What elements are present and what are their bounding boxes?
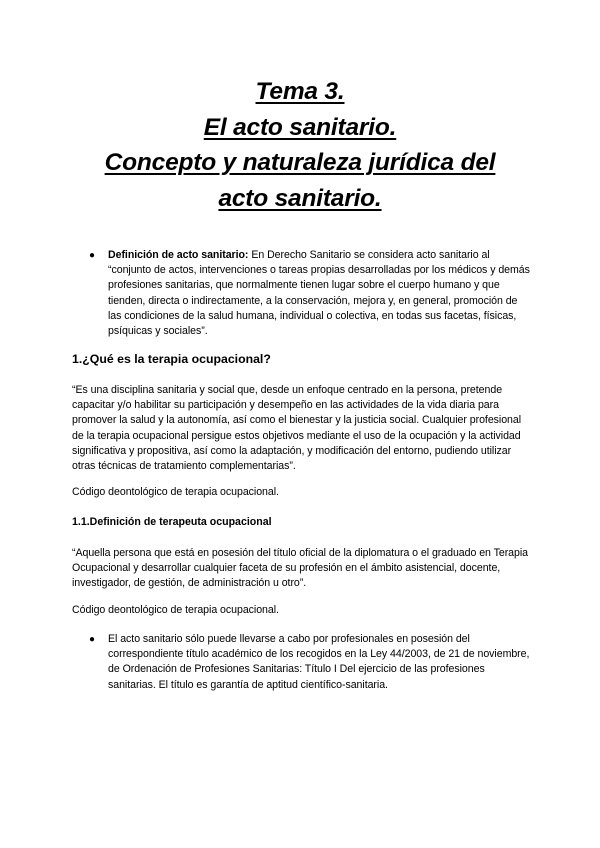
section-1-heading: 1.¿Qué es la terapia ocupacional?: [72, 352, 271, 366]
title-line-1: Tema 3.: [255, 78, 345, 105]
title-line-2: El acto sanitario.: [203, 113, 397, 141]
bullet-titulo-academico: El acto sanitario sólo puede llevarse a cabo por profesionales en posesión del correspondiente título académico de los recogidos en la Ley 44/2003, de 21 de noviembre, de Ordenación de Profesiones Sanitarias: Título I Del ejercicio de las profesiones sanitarias. El título es garantía de aptitud científico-sanitaria.: [108, 633, 530, 691]
section-1-source: Código deontológico de terapia ocupacional.: [72, 486, 279, 498]
section-1-1-heading: 1.1.Definición de terapeuta ocupacional: [72, 516, 272, 528]
bullet-definition-acto-sanitario: [108, 248, 533, 339]
section-1-quote: “Es una disciplina sanitaria y social que, desde un enfoque centrado en la persona, pretende capacitar y/o habilitar su participación y desempeño en las actividades de la vida diaria para promover la salud y la autonomía, así como el bienestar y la justicia social. Cualquier profesional de la terapia ocupacional persigue estos objetivos mediante el uso de la ocupación y la actividad significativa y propositiva, así como la adaptación, y modificación del entorno, pudiendo utilizar otras técnicas de tratamiento complementarias”.: [72, 384, 522, 473]
bullet-dot-2: ●: [89, 634, 96, 645]
title-line-3: Concepto y naturaleza jurídica del: [104, 149, 496, 176]
section-1-1-quote: “Aquella persona que está en posesión del título oficial de la diplomatura o el graduado en Terapia Ocupacional y desarrollar cualquier faceta de su profesión en el ámbito asistencial, docente, investigador, de gestión, de administración u otro”.: [72, 547, 528, 590]
section-1-1-source: Código deontológico de terapia ocupacional.: [72, 604, 279, 616]
document-title: [0, 74, 600, 216]
bullet-dot-1: ●: [89, 250, 96, 261]
definition-term: Definición de acto sanitario:: [108, 249, 249, 261]
title-line-4: acto sanitario.: [218, 184, 382, 212]
definition-text: En Derecho Sanitario se considera acto sanitario al “conjunto de actos, intervenciones o tareas propias desarrolladas por los médicos y demás profesiones sanitarias, que normalmente tienen lugar sobre el cuerpo humano y que tienden, directa o indirectamente, a la conservación, mejora y, en general, promoción de las condiciones de la salud humana, individual o colectiva, en todas sus facetas, físicas, psíquicas y sociales”.: [108, 249, 530, 338]
